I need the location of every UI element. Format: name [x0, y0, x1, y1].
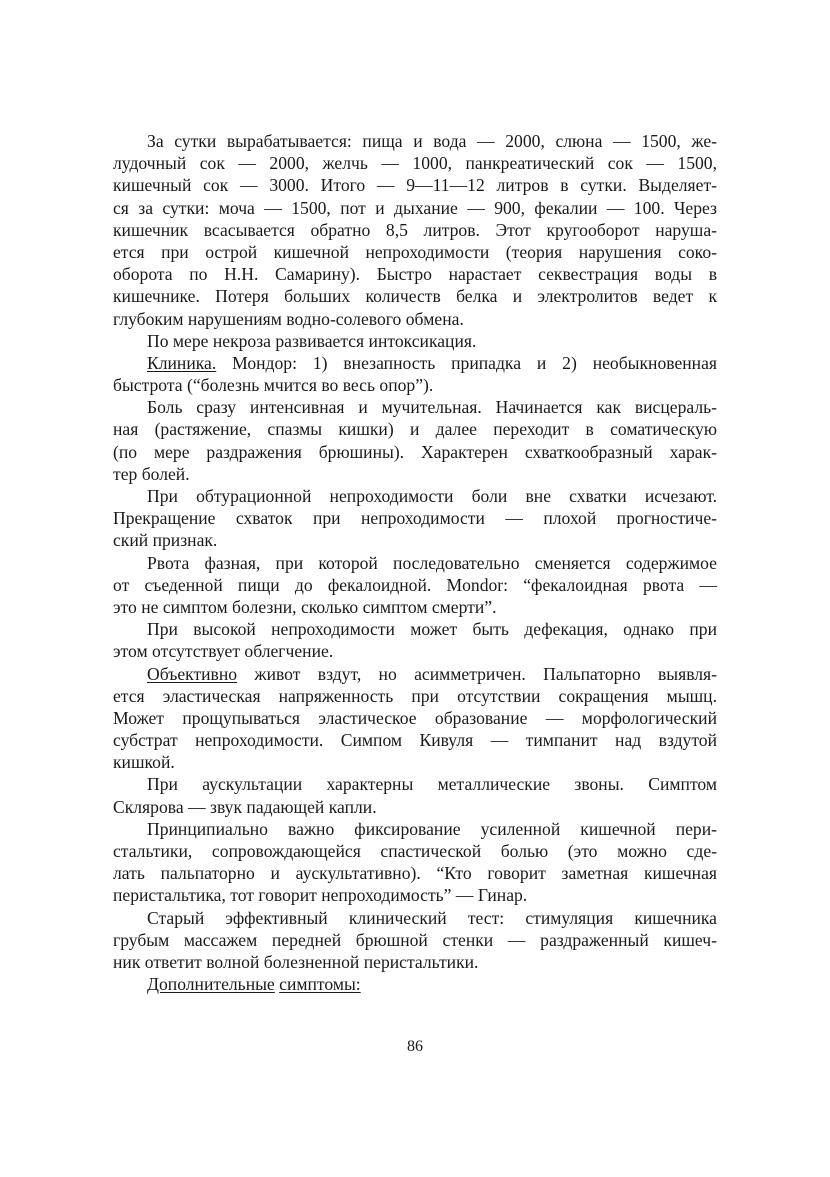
paragraph-peristalsis — [113, 818, 717, 907]
text-line: стальтики, сопровождающейся спастической болью (это можно сде- — [113, 841, 717, 861]
text-line: За сутки вырабатывается: пища и вода — 2000, слюна — 1500, же- — [147, 131, 717, 151]
text-line: (по мере раздражения брюшины). Характерен схваткообразный харак- — [113, 441, 717, 462]
text-line: ется при острой кишечной непроходимости (теория нарушения соко- — [113, 241, 717, 262]
page-number: 86 — [407, 1038, 423, 1055]
text-line: ся за сутки: моча — 1500, пот и дыхание — 900, фекалии — 100. Через — [113, 197, 717, 218]
body-text — [113, 130, 717, 995]
text-line: лать пальпаторно и аускультативно). “Кто говорит заметная кишечная — [113, 863, 717, 884]
paragraph-clinic — [113, 352, 717, 396]
text-line: грубым массажем передней брюшной стенки — раздраженный кишеч- — [113, 929, 717, 950]
text-line: от съеденной пищи до фекалоидной. Mondor: “фекалоидная рвота — — [113, 574, 717, 595]
text-line: По мере некроза развивается интоксикация. — [147, 330, 477, 351]
text-line: При обтурационной непроходимости боли вне схватки исчезают. — [147, 486, 717, 506]
paragraph-fluid-balance — [113, 130, 717, 330]
text-span: Мондор: 1) внезапность припадка и 2) необыкновенная — [216, 352, 717, 373]
text-line: перистальтика, тот говорит непроходимость” — Гинар. — [113, 885, 528, 906]
text-line: При высокой непроходимости может быть дефекация, однако при — [147, 619, 717, 640]
text-line — [113, 352, 717, 374]
paragraph-defecation — [113, 618, 717, 662]
section-heading-clinic: Клиника. — [147, 352, 217, 373]
text-line: лудочный сок — 2000, желчь — 1000, панкреатический сок — 1500, — [113, 153, 717, 174]
text-line: тер болей. — [113, 463, 190, 484]
text-line: кишечный сок — 3000. Итого — 9—11—12 литров в сутки. Выделяет- — [113, 175, 717, 196]
text-line: Может прощупываться эластическое образование — морфологический — [113, 707, 717, 728]
paragraph-objective — [113, 663, 717, 774]
text-line: ский признак. — [113, 530, 218, 551]
text-line: кишкой. — [113, 752, 175, 773]
section-heading-additional: Дополнительные — [147, 974, 275, 995]
text-line: быстрота (“болезнь мчится во весь опор”). — [113, 375, 434, 396]
text-line: ник ответит волной болезненной перистальтики. — [113, 951, 479, 972]
text-line: Склярова — звук падающей капли. — [113, 796, 377, 817]
text-line: Старый эффективный клинический тест: стимуляция кишечника — [147, 907, 717, 928]
text-line: Рвота фазная, при которой последовательно сменяется содержимое — [147, 552, 717, 573]
text-line: кишечник всасывается обратно 8,5 литров. Этот кругооборот наруша- — [113, 219, 717, 240]
text-line: Прекращение схваток при непроходимости — плохой прогностиче- — [113, 508, 717, 529]
text-line — [113, 973, 717, 995]
text-line: оборота по Н.Н. Самарину). Быстро нарастает секвестрация воды в — [113, 264, 717, 285]
text-line: субстрат непроходимости. Симпом Кивуля — тимпанит над вздутой — [113, 730, 717, 751]
text-line: кишечнике. Потеря больших количеств белка и электролитов ведет к — [113, 286, 717, 307]
text-line — [113, 663, 717, 685]
paragraph-clinical-test — [113, 907, 717, 974]
text-line: это не симптом болезни, сколько симптом смерти”. — [113, 596, 497, 617]
paragraph-additional-symptoms — [113, 973, 717, 995]
paragraph-intoxication — [113, 330, 717, 352]
paragraph-obturation — [113, 485, 717, 552]
text-line: ется эластическая напряженность при отсутствии сокращения мышц. — [113, 685, 717, 706]
section-heading-symptoms: симптомы: — [279, 974, 361, 995]
paragraph-vomiting — [113, 552, 717, 619]
paragraph-pain — [113, 396, 717, 485]
text-line: ная (растяжение, спазмы кишки) и далее переходит в соматическую — [113, 419, 717, 440]
text-line: Принципиально важно фиксирование усиленной кишечной пери- — [147, 818, 717, 839]
text-line: глубоким нарушениям водно-солевого обмена. — [113, 308, 464, 329]
text-span: живот вздут, но асимметричен. Пальпаторно выявля- — [237, 663, 717, 684]
text-line: При аускультации характерны металлические звоны. Симптом — [147, 774, 717, 795]
paragraph-auscultation — [113, 773, 717, 817]
text-line: Боль сразу интенсивная и мучительная. Начинается как висцераль- — [147, 397, 717, 418]
section-heading-objective: Объективно — [147, 663, 238, 684]
text-line: этом отсутствует облегчение. — [113, 641, 334, 662]
